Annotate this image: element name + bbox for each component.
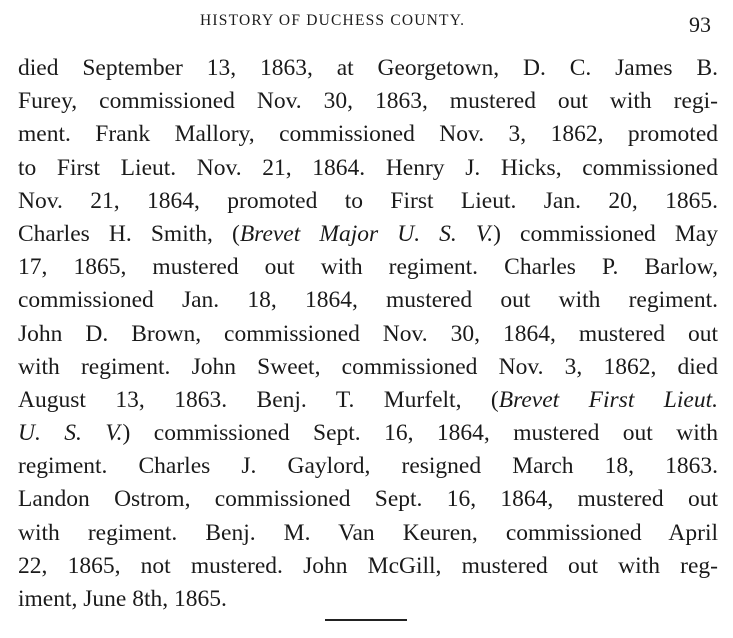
running-title: HISTORY OF DUCHESS COUNTY. xyxy=(200,12,466,29)
text-segment: John D. Brown, commissioned Nov. 30, 1864, mustered out xyxy=(18,320,718,347)
text-segment: ment. Frank Mallory, commissioned Nov. 3, 1862, promoted xyxy=(18,121,718,148)
text-line xyxy=(18,318,718,351)
text-segment: with regiment. John Sweet, commissioned Nov. 3, 1862, died xyxy=(18,353,718,380)
text-segment: regiment. Charles J. Gaylord, resigned March 18, 1863. xyxy=(18,453,718,480)
text-segment: Landon Ostrom, commissioned Sept. 16, 1864, mustered out xyxy=(18,486,718,513)
text-line xyxy=(18,251,718,284)
text-line xyxy=(18,218,718,251)
page-number: 93 xyxy=(689,12,711,37)
text-segment: iment, June 8th, 1865. xyxy=(18,586,227,612)
text-line xyxy=(18,85,718,118)
text-line xyxy=(18,52,718,85)
text-segment: Charles H. Smith, ( xyxy=(18,220,240,247)
text-segment: ) commissioned May xyxy=(493,220,718,247)
text-segment: Furey, commissioned Nov. 30, 1863, mustered out with regi- xyxy=(18,88,718,115)
text-line xyxy=(18,583,718,616)
text-segment: commissioned Jan. 18, 1864, mustered out with regiment. xyxy=(18,287,718,314)
text-line xyxy=(18,185,718,218)
text-segment: Nov. 21, 1864, promoted to First Lieut. Jan. 20, 1865. xyxy=(18,187,718,214)
text-segment: 17, 1865, mustered out with regiment. Charles P. Barlow, xyxy=(18,254,718,281)
text-line xyxy=(18,517,718,550)
text-line xyxy=(18,384,718,417)
text-segment: August 13, 1863. Benj. T. Murfelt, ( xyxy=(18,386,499,413)
section-end-rule xyxy=(325,619,407,621)
text-segment: died September 13, 1863, at Georgetown, D. C. James B. xyxy=(18,55,718,81)
text-line xyxy=(18,152,718,185)
italic-text-segment: Brevet Major U. S. V. xyxy=(239,220,494,247)
running-head xyxy=(0,10,733,40)
italic-text-segment: U. S. V. xyxy=(18,420,123,447)
text-segment: with regiment. Benj. M. Van Keuren, commissioned April xyxy=(18,519,718,546)
text-line xyxy=(18,550,718,583)
text-line xyxy=(18,118,718,151)
text-line xyxy=(18,351,718,384)
text-line xyxy=(18,417,718,450)
body-text xyxy=(18,52,718,616)
text-segment: ) commissioned Sept. 16, 1864, mustered out with xyxy=(122,420,719,447)
text-line xyxy=(18,483,718,516)
text-segment: to First Lieut. Nov. 21, 1864. Henry J. Hicks, commissioned xyxy=(18,154,718,181)
text-line xyxy=(18,450,718,483)
text-line xyxy=(18,284,718,317)
italic-text-segment: Brevet First Lieut. xyxy=(498,386,718,413)
text-segment: 22, 1865, not mustered. John McGill, mustered out with reg- xyxy=(18,552,718,579)
